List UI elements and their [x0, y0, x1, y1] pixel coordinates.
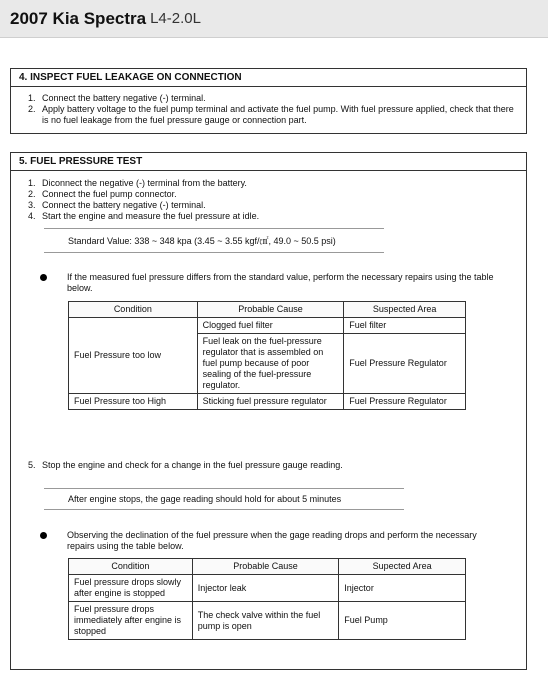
table-cell: Fuel filter: [344, 318, 466, 334]
table-cell: Fuel Pressure too low: [69, 318, 198, 394]
gauge-hold-note: After engine stops, the gage reading should hold for about 5 minutes: [44, 488, 404, 510]
section-5-steps: [28, 178, 518, 222]
table-cell: Fuel pressure drops immediately after engine is stopped: [69, 602, 193, 640]
column-header: Probable Cause: [197, 302, 344, 318]
pressure-drop-table: [68, 558, 466, 640]
table-row: [69, 602, 466, 640]
vehicle-title: 2007 Kia Spectra: [10, 8, 147, 28]
bullet-note-1: If the measured fuel pressure differs from the standard value, perform the necessary repairs using the table below.: [40, 272, 495, 294]
table-cell: Fuel Pump: [339, 602, 466, 640]
engine-label: L4-2.0L: [150, 10, 201, 27]
section-4-steps: [28, 93, 518, 126]
table-cell: The check valve within the fuel pump is open: [192, 602, 339, 640]
bullet-icon: [40, 274, 47, 281]
list-item: 3. Connect the battery negative (-) terminal.: [28, 200, 206, 210]
list-item: 2. Apply battery voltage to the fuel pump terminal and activate the fuel pump. With fuel pressure applied, check that there is no fuel leakage from the fuel pressure gauge or connection part.: [28, 104, 514, 125]
table-row: [69, 575, 466, 602]
bullet-icon: [40, 532, 47, 539]
table-cell: Clogged fuel filter: [197, 318, 344, 334]
column-header: Supected Area: [339, 559, 466, 575]
table-cell: Fuel Pressure Regulator: [344, 394, 466, 410]
table-cell: Injector: [339, 575, 466, 602]
list-item: 2. Connect the fuel pump connector.: [28, 189, 177, 199]
section-4-heading: 4. INSPECT FUEL LEAKAGE ON CONNECTION: [10, 68, 527, 87]
table-cell: Fuel Pressure too High: [69, 394, 198, 410]
service-document: [10, 50, 538, 670]
page-header: [0, 0, 548, 38]
table-header-row: [69, 559, 466, 575]
column-header: Suspected Area: [344, 302, 466, 318]
list-item: 5. Stop the engine and check for a change in the fuel pressure gauge reading.: [28, 460, 343, 470]
fuel-pressure-table: [68, 301, 466, 410]
table-cell: Sticking fuel pressure regulator: [197, 394, 344, 410]
table-cell: Fuel Pressure Regulator: [344, 334, 466, 394]
section-5-step-5: [28, 460, 518, 471]
standard-value: Standard Value: 338 ~ 348 kpa (3.45 ~ 3.55 kgf/㎠, 49.0 ~ 50.5 psi): [44, 228, 384, 253]
list-item: 4. Start the engine and measure the fuel pressure at idle.: [28, 211, 260, 221]
table-header-row: [69, 302, 466, 318]
list-item: 1. Diconnect the negative (-) terminal from the battery.: [28, 178, 247, 188]
table-cell: Injector leak: [192, 575, 339, 602]
table-row: [69, 318, 466, 334]
column-header: Condition: [69, 302, 198, 318]
table-cell: Fuel pressure drops slowly after engine is stopped: [69, 575, 193, 602]
column-header: Condition: [69, 559, 193, 575]
list-item: 1. Connect the battery negative (-) terminal.: [28, 93, 206, 103]
bullet-note-2: Observing the declination of the fuel pressure when the gage reading drops and perform the necessary repairs using the table below.: [40, 530, 495, 552]
section-5-heading: 5. FUEL PRESSURE TEST: [10, 152, 527, 171]
column-header: Probable Cause: [192, 559, 339, 575]
table-cell: Fuel leak on the fuel-pressure regulator that is assembled on fuel pump because of poor sealing of the fuel-pressure regulator.: [197, 334, 344, 394]
table-row: [69, 394, 466, 410]
